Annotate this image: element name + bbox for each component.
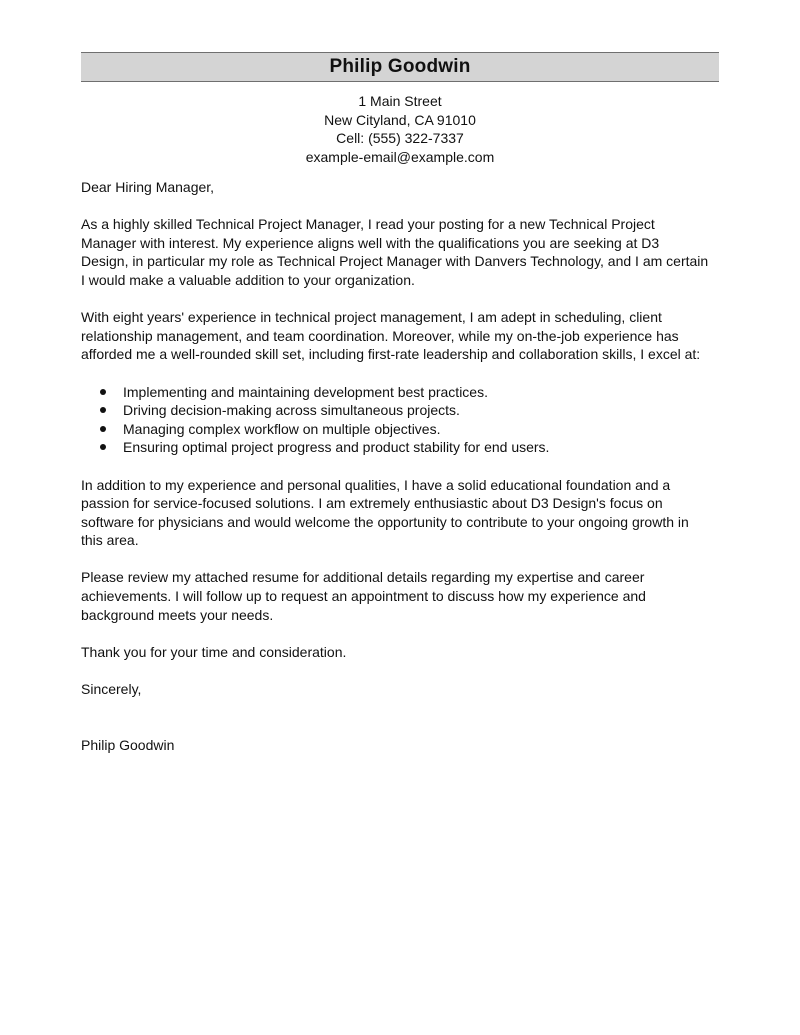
applicant-name: Philip Goodwin — [329, 56, 471, 77]
list-item-text: Ensuring optimal project progress and product stability for end users. — [123, 439, 550, 456]
list-item-text: Implementing and maintaining development best practices. — [123, 383, 488, 400]
letter-body — [81, 178, 731, 754]
closing: Sincerely, — [81, 681, 142, 698]
paragraph-thanks: Thank you for your time and consideration. — [81, 643, 347, 660]
bullet-icon — [100, 389, 106, 395]
city-state-zip: New Cityland, CA 91010 — [324, 111, 476, 128]
paragraph-experience: With eight years' experience in technical project management, I am adept in scheduling, client relationship management, and team coordination. Moreover, while my on-the-job experience has afforded me a well-rounded skill set, including first-rate leadership and collaboration skills, I excel at: — [81, 309, 701, 363]
phone-number: Cell: (555) 322-7337 — [336, 130, 464, 146]
list-item-text: Managing complex workflow on multiple objectives. — [123, 420, 441, 437]
bullet-icon — [100, 407, 106, 413]
list-item-text: Driving decision-making across simultaneous projects. — [123, 402, 460, 419]
paragraph-education: In addition to my experience and personal qualities, I have a solid educational foundation and a passion for service-focused solutions. I am extremely enthusiastic about D3 Design's focus on software for physicians and would welcome the opportunity to contribute to your ongoing growth in this area. — [81, 476, 689, 549]
list-item — [81, 420, 731, 439]
list-item — [81, 401, 731, 420]
name-header-bar — [81, 52, 719, 82]
paragraph-follow-up: Please review my attached resume for additional details regarding my expertise and career achievements. I will follow up to request an appointment to discuss how my experience and background meets your needs. — [81, 569, 646, 623]
salutation: Dear Hiring Manager, — [81, 179, 215, 195]
email-address: example-email@example.com — [305, 148, 495, 165]
contact-block — [0, 92, 800, 166]
skills-list — [81, 383, 731, 457]
bullet-icon — [100, 426, 106, 432]
paragraph-intro: As a highly skilled Technical Project Manager, I read your posting for a new Technical Project Manager with interest. My experience aligns well with the qualifications you are seeking at D3 Design, in particular my role as Technical Project Manager with Danvers Technology, and I am certain I would make a valuable addition to your organization. — [81, 216, 709, 288]
street-address: 1 Main Street — [358, 93, 442, 109]
signature-name: Philip Goodwin — [81, 736, 175, 753]
list-item — [81, 438, 731, 457]
list-item — [81, 383, 731, 402]
bullet-icon — [100, 444, 106, 450]
